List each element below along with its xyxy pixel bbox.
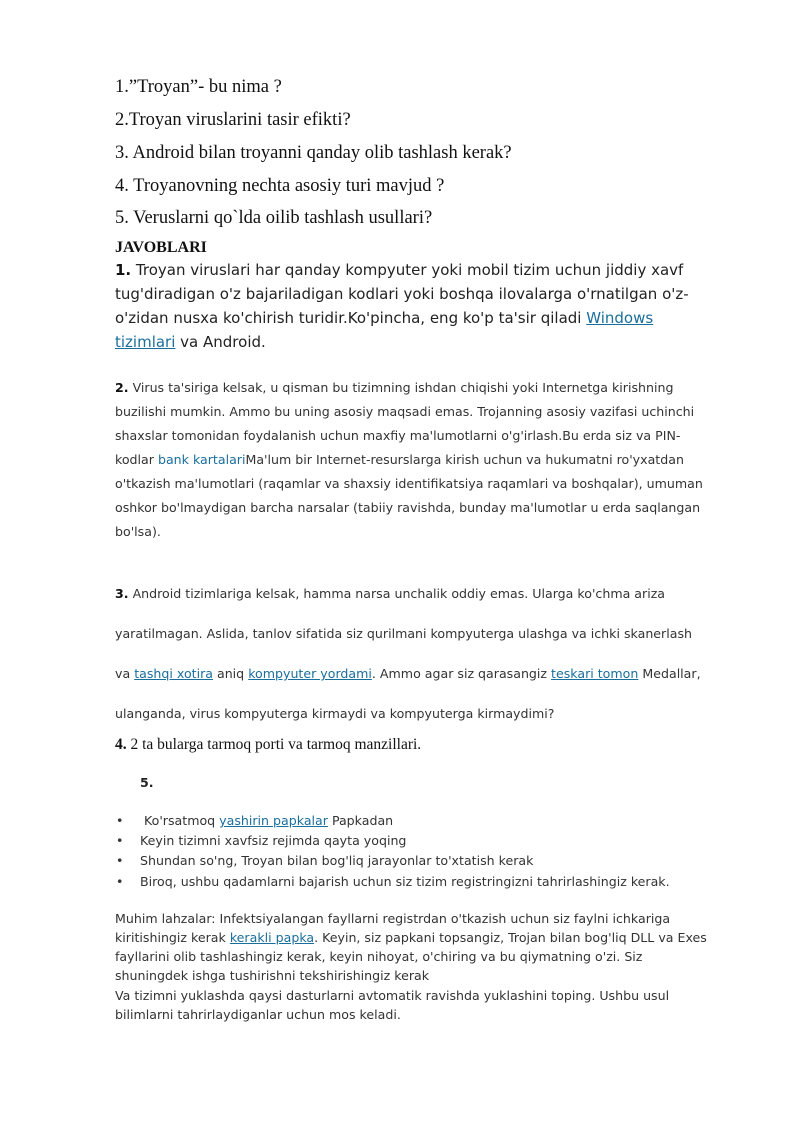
bullet-text-3: Shundan so'ng, Troyan bilan bog'liq jarayonlar to'xtatish kerak (140, 853, 534, 868)
answer1-number: 1. (115, 261, 132, 279)
tashqi-xotira-link[interactable]: tashqi xotira (134, 666, 213, 681)
kompyuter-yordami-link[interactable]: kompyuter yordami (248, 666, 372, 681)
answer2-line3: shaxslar tomonidan foydalanish uchun maxfiy ma'lumotlarni o'g'irlash.Bu erda siz va PIN- (115, 428, 681, 443)
question-4: 4. Troyanovning nechta asosiy turi mavjud ? (115, 176, 445, 196)
answer1-text-1: Troyan viruslari har qanday kompyuter yoki mobil tizim uchun jiddiy xavf (131, 261, 684, 279)
answer3-text-3d: Medallar, (638, 666, 701, 681)
answer1-line2: tug'diradigan o'z bajariladigan kodlari yoki boshqa ilovalarga o'rnatilgan o'z- (115, 285, 689, 303)
teskari-tomon-link[interactable]: teskari tomon (551, 666, 639, 681)
question-5: 5. Veruslarni qo`lda oilib tashlash usullari? (115, 208, 433, 228)
list-item (116, 874, 670, 889)
list-item (116, 853, 533, 868)
question-1: 1.”Troyan”- bu nima ? (115, 77, 282, 97)
answer2-line5: o'tkazish ma'lumotlari (raqamlar va shaxsiy identifikatsiya raqamlari va boshqalar), umuman (115, 476, 703, 491)
answer5-number: 5. (140, 775, 154, 790)
answer2-text-4a: kodlar (115, 452, 158, 467)
note-text-2b: . Keyin, siz papkani topsangiz, Trojan bilan bog'liq DLL va Exes (314, 930, 707, 945)
answer2-text-4b: Ma'lum bir Internet-resurslarga kirish uchun va hukumatni ro'yxatdan (245, 452, 684, 467)
bullet-text-1a: Ko'rsatmoq (140, 813, 220, 828)
answer1-line1 (115, 261, 683, 279)
windows-tizimlari-link[interactable]: tizimlari (115, 333, 176, 351)
answer2-number: 2. (115, 380, 129, 395)
answer4-number: 4. (115, 736, 127, 753)
answer3-line3 (115, 666, 701, 681)
list-item (116, 833, 406, 848)
kerakli-papka-link[interactable]: kerakli papka (229, 930, 315, 945)
bullet-icon: • (116, 853, 124, 868)
windows-link[interactable]: Windows (586, 309, 654, 327)
note-line4: shuningdek ishga tushirishni tekshirishingiz kerak (115, 968, 430, 983)
answer2-line6: oshkor bo'lmaydigan barcha narsalar (tabiiy ravishda, bunday ma'lumotlar u erda saqlangan (115, 500, 701, 515)
answer1-line3 (115, 309, 653, 327)
answer2-line4 (115, 452, 684, 467)
question-2: 2.Troyan viruslarini tasir efikti? (115, 110, 351, 130)
answer1-text-3: o'zidan nusxa ko'chirish turidir.Ko'pincha, eng ko'p ta'sir qiladi (115, 309, 587, 327)
bullet-text-1b: Papkadan (327, 813, 394, 828)
answer3-line2: yaratilmagan. Aslida, tanlov sifatida siz qurilmani kompyuterga ulashga va ichki skanerlash (115, 626, 692, 641)
answer2-text-1: Virus ta'siriga kelsak, u qisman bu tizimning ishdan chiqishi yoki Internetga kirishning (128, 380, 674, 395)
note-line1: Muhim lahzalar: Infektsiyalangan fayllarni registrdan o'tkazish uchun siz faylni ichkariga (115, 911, 671, 926)
note-line5: Va tizimni yuklashda qaysi dasturlarni avtomatik ravishda yuklashini toping. Ushbu usul (115, 988, 670, 1003)
answer3-text-1: Android tizimlariga kelsak, hamma narsa unchalik oddiy emas. Ularga ko'chma ariza (128, 586, 666, 601)
answer1-text-4: va Android. (175, 333, 266, 351)
answer3-text-3a: va (115, 666, 135, 681)
answer3-text-3c: . Ammo agar siz qarasangiz (371, 666, 552, 681)
answer4 (115, 736, 421, 754)
note-line3: fayllarini olib tashlashingiz kerak, keyin nihoyat, o'chiring va bu qiymatning o'zi. Siz (115, 949, 643, 964)
list-item (116, 813, 393, 828)
answer2-line7: bo'lsa). (115, 524, 161, 539)
answer3-text-3b: aniq (212, 666, 249, 681)
answer3-line1 (115, 586, 665, 601)
bullet-text-2: Keyin tizimni xavfsiz rejimda qayta yoqing (140, 833, 407, 848)
answer1-line4 (115, 333, 266, 351)
answer3-line4: ulanganda, virus kompyuterga kirmaydi va kompyuterga kirmaydimi? (115, 706, 555, 721)
answer4-text: 2 ta bularga tarmoq porti va tarmoq manzillari. (126, 736, 422, 753)
bullet-icon: • (116, 813, 124, 828)
note-line6: bilimlarni tahrirlaydiganlar uchun mos keladi. (115, 1007, 401, 1022)
note-line2 (115, 930, 707, 945)
answer3-number: 3. (115, 586, 129, 601)
answer2-line2: buzilishi mumkin. Ammo bu uning asosiy maqsadi emas. Trojanning asosiy vazifasi uchinchi (115, 404, 695, 419)
bullet-text-4: Biroq, ushbu qadamlarni bajarish uchun siz tizim registringizni tahrirlashingiz kerak. (140, 874, 670, 889)
answers-heading: JAVOBLARI (115, 239, 207, 256)
question-3: 3. Android bilan troyanni qanday olib tashlash kerak? (115, 143, 512, 163)
note-text-2a: kiritishingiz kerak (115, 930, 230, 945)
yashirin-papkalar-link[interactable]: yashirin papkalar (219, 813, 328, 828)
bank-kartalari-link[interactable]: bank kartalari (157, 452, 246, 467)
answer2-line1 (115, 380, 673, 395)
bullet-icon: • (116, 833, 124, 848)
bullet-icon: • (116, 874, 124, 889)
